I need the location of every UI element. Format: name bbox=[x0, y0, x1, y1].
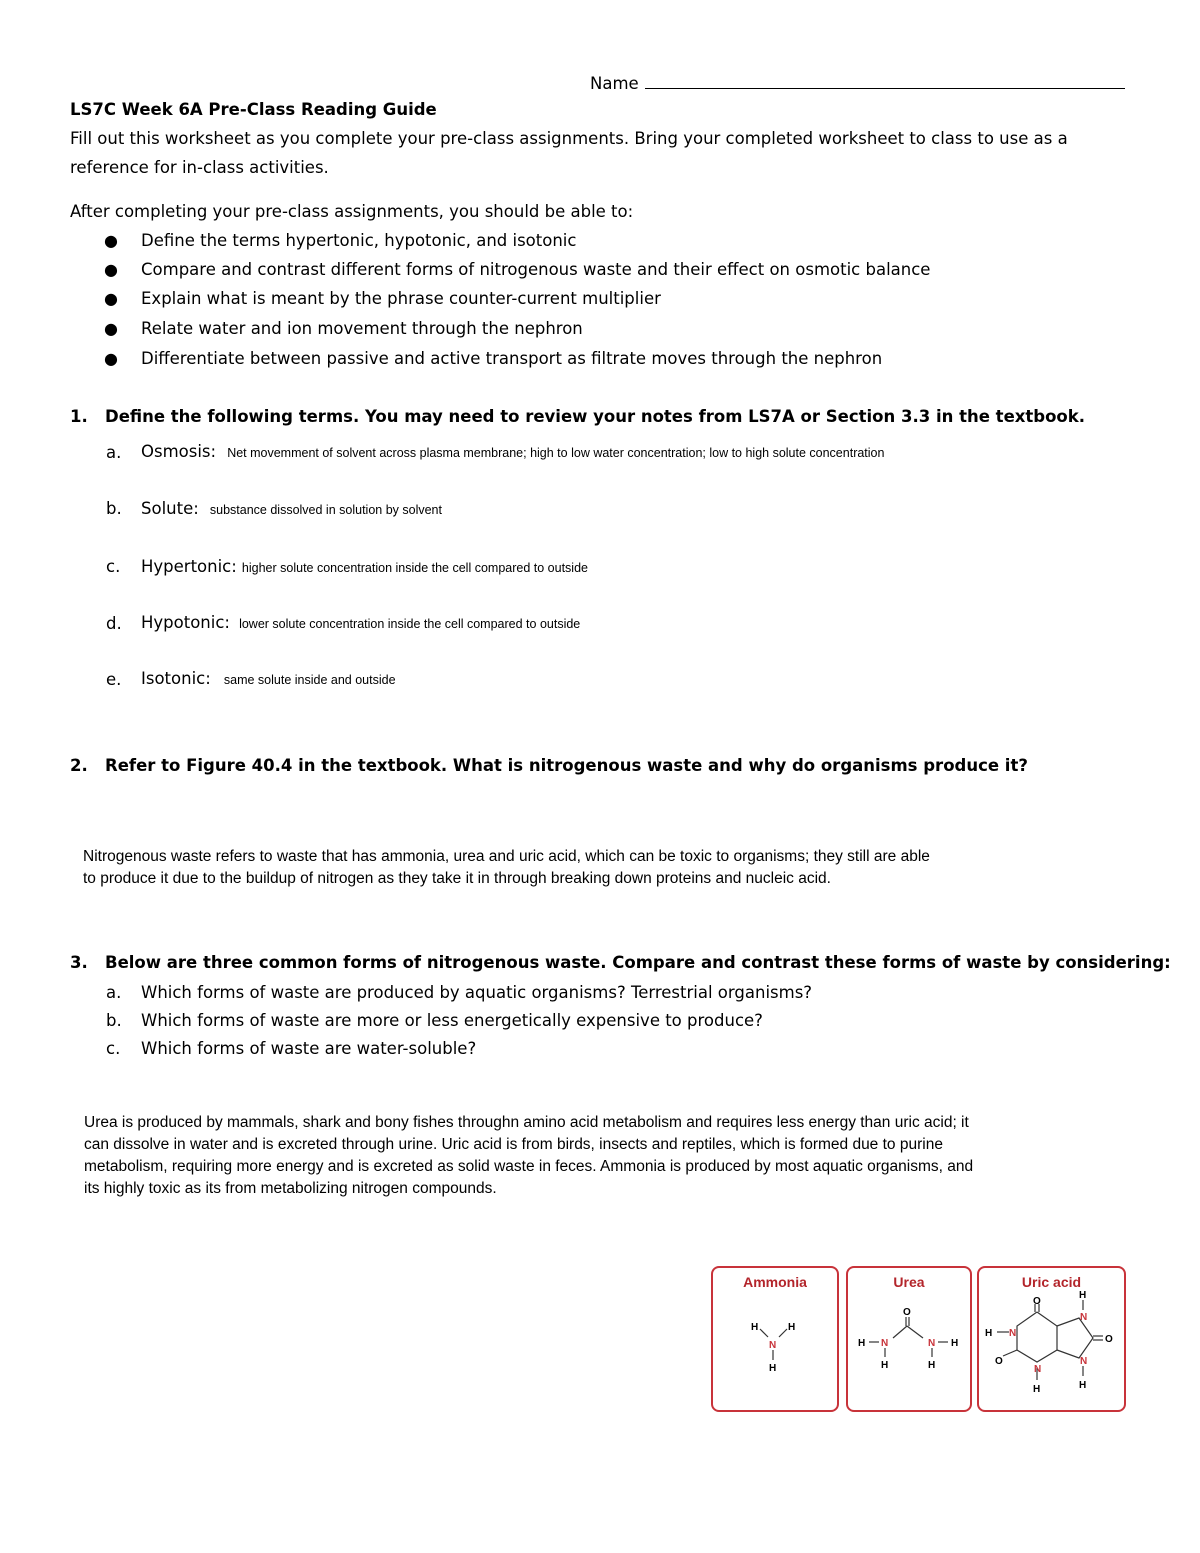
intro-line-1: Fill out this worksheet as you complete your pre-class assignments. Bring your completed worksheet to class to use as a bbox=[70, 129, 1068, 148]
term-answer: lower solute concentration inside the cell compared to outside bbox=[239, 617, 581, 631]
term-label: Isotonic: bbox=[141, 669, 211, 688]
q3-answer-line-3: metabolism, requiring more energy and is excreted as solid waste in feces. Ammonia is produced by most aquatic organisms, and bbox=[84, 1158, 974, 1175]
bullet-dot: ● bbox=[104, 319, 118, 338]
term-letter: c. bbox=[106, 557, 121, 576]
atom-h: H bbox=[751, 1322, 759, 1333]
atom-h: H bbox=[858, 1338, 866, 1349]
name-field bbox=[590, 74, 1125, 93]
term-row bbox=[141, 557, 588, 576]
page-title: LS7C Week 6A Pre-Class Reading Guide bbox=[70, 100, 437, 119]
atom-o: O bbox=[1105, 1334, 1113, 1345]
atom-n: N bbox=[1034, 1364, 1042, 1375]
uric-acid-title: Uric acid bbox=[1021, 1274, 1082, 1290]
ammonia-card bbox=[711, 1266, 839, 1412]
name-label: Name bbox=[590, 74, 639, 93]
intro-line-2: reference for in-class activities. bbox=[70, 158, 329, 177]
objectives-lead: After completing your pre-class assignments, you should be able to: bbox=[70, 202, 634, 221]
name-blank-line bbox=[645, 74, 1125, 89]
q3-answer-line-4: its highly toxic as its from metabolizing nitrogen compounds. bbox=[84, 1180, 497, 1197]
atom-n: N bbox=[1080, 1356, 1088, 1367]
uric-acid-structure bbox=[979, 1268, 1124, 1410]
ammonia-title: Ammonia bbox=[743, 1274, 807, 1290]
term-label: Solute: bbox=[141, 499, 199, 518]
atom-h: H bbox=[881, 1360, 889, 1371]
list-item: Differentiate between passive and active transport as filtrate moves through the nephron bbox=[141, 349, 883, 368]
bullet-dot: ● bbox=[104, 289, 118, 308]
term-answer: substance dissolved in solution by solvent bbox=[209, 503, 442, 517]
atom-h: H bbox=[951, 1338, 959, 1349]
atom-h: H bbox=[985, 1328, 993, 1339]
q2-prompt: Refer to Figure 40.4 in the textbook. What is nitrogenous waste and why do organisms produce it? bbox=[105, 756, 1028, 775]
q3-sub-text: Which forms of waste are water-soluble? bbox=[141, 1039, 477, 1058]
bullet-dot: ● bbox=[104, 231, 118, 250]
q3-sub-letter: c. bbox=[106, 1039, 121, 1058]
q3-prompt: Below are three common forms of nitrogenous waste. Compare and contrast these forms of waste by considering: bbox=[105, 953, 1171, 972]
atom-h: H bbox=[788, 1322, 796, 1333]
uric-acid-card bbox=[977, 1266, 1126, 1412]
q3-sub-letter: b. bbox=[106, 1011, 122, 1030]
term-answer: Net movemment of solvent across plasma membrane; high to low water concentration; low to high solute concentration bbox=[227, 446, 885, 460]
term-label: Hypotonic: bbox=[141, 613, 230, 632]
atom-h: H bbox=[928, 1360, 936, 1371]
term-label: Hypertonic: bbox=[141, 557, 237, 576]
q3-answer-line-2: can dissolve in water and is excreted through urine. Uric acid is from birds, insects and reptiles, which is formed due to purine bbox=[84, 1136, 943, 1153]
atom-o: O bbox=[995, 1356, 1003, 1367]
q3-answer-line-1: Urea is produced by mammals, shark and bony fishes throughn amino acid metabolism and requires less energy than uric acid; it bbox=[84, 1114, 969, 1131]
q3-sub-text: Which forms of waste are more or less energetically expensive to produce? bbox=[141, 1011, 763, 1030]
term-row bbox=[141, 499, 442, 518]
urea-title: Urea bbox=[893, 1274, 925, 1290]
list-item: Explain what is meant by the phrase counter-current multiplier bbox=[141, 289, 661, 308]
atom-n: N bbox=[769, 1340, 777, 1351]
list-item: Define the terms hypertonic, hypotonic, and isotonic bbox=[141, 231, 577, 250]
atom-h: H bbox=[1079, 1290, 1087, 1301]
q1-prompt: Define the following terms. You may need to review your notes from LS7A or Section 3.3 in the textbook. bbox=[105, 407, 1086, 426]
ammonia-structure bbox=[713, 1268, 837, 1410]
term-letter: a. bbox=[106, 443, 122, 462]
bullet-dot: ● bbox=[104, 260, 118, 279]
q2-answer-line-2: to produce it due to the buildup of nitrogen as they take it in through breaking down proteins and nucleic acid. bbox=[83, 870, 831, 887]
term-letter: d. bbox=[106, 614, 122, 633]
list-item: Compare and contrast different forms of nitrogenous waste and their effect on osmotic balance bbox=[141, 260, 931, 279]
atom-h: H bbox=[769, 1363, 777, 1374]
atom-n: N bbox=[928, 1338, 936, 1349]
atom-o: O bbox=[1033, 1296, 1041, 1307]
list-item: Relate water and ion movement through the nephron bbox=[141, 319, 583, 338]
atom-n: N bbox=[1080, 1312, 1088, 1323]
atom-h: H bbox=[1033, 1384, 1041, 1395]
q2-number: 2. bbox=[70, 756, 88, 775]
term-row bbox=[141, 613, 580, 632]
q3-sub-letter: a. bbox=[106, 983, 122, 1002]
urea-structure bbox=[848, 1268, 970, 1410]
term-row bbox=[141, 442, 884, 461]
term-answer: higher solute concentration inside the cell compared to outside bbox=[241, 561, 588, 575]
atom-o: O bbox=[903, 1307, 911, 1318]
atom-n: N bbox=[1009, 1328, 1017, 1339]
term-answer: same solute inside and outside bbox=[223, 673, 396, 687]
urea-card bbox=[846, 1266, 972, 1412]
atom-h: H bbox=[1079, 1380, 1087, 1391]
term-letter: b. bbox=[106, 499, 122, 518]
term-letter: e. bbox=[106, 670, 122, 689]
q3-sub-text: Which forms of waste are produced by aquatic organisms? Terrestrial organisms? bbox=[141, 983, 813, 1002]
q3-number: 3. bbox=[70, 953, 88, 972]
q1-number: 1. bbox=[70, 407, 88, 426]
term-row bbox=[141, 669, 396, 688]
term-label: Osmosis: bbox=[141, 442, 217, 461]
atom-n: N bbox=[881, 1338, 889, 1349]
q2-answer-line-1: Nitrogenous waste refers to waste that has ammonia, urea and uric acid, which can be toxic to organisms; they still are able bbox=[83, 848, 930, 865]
bullet-dot: ● bbox=[104, 349, 118, 368]
